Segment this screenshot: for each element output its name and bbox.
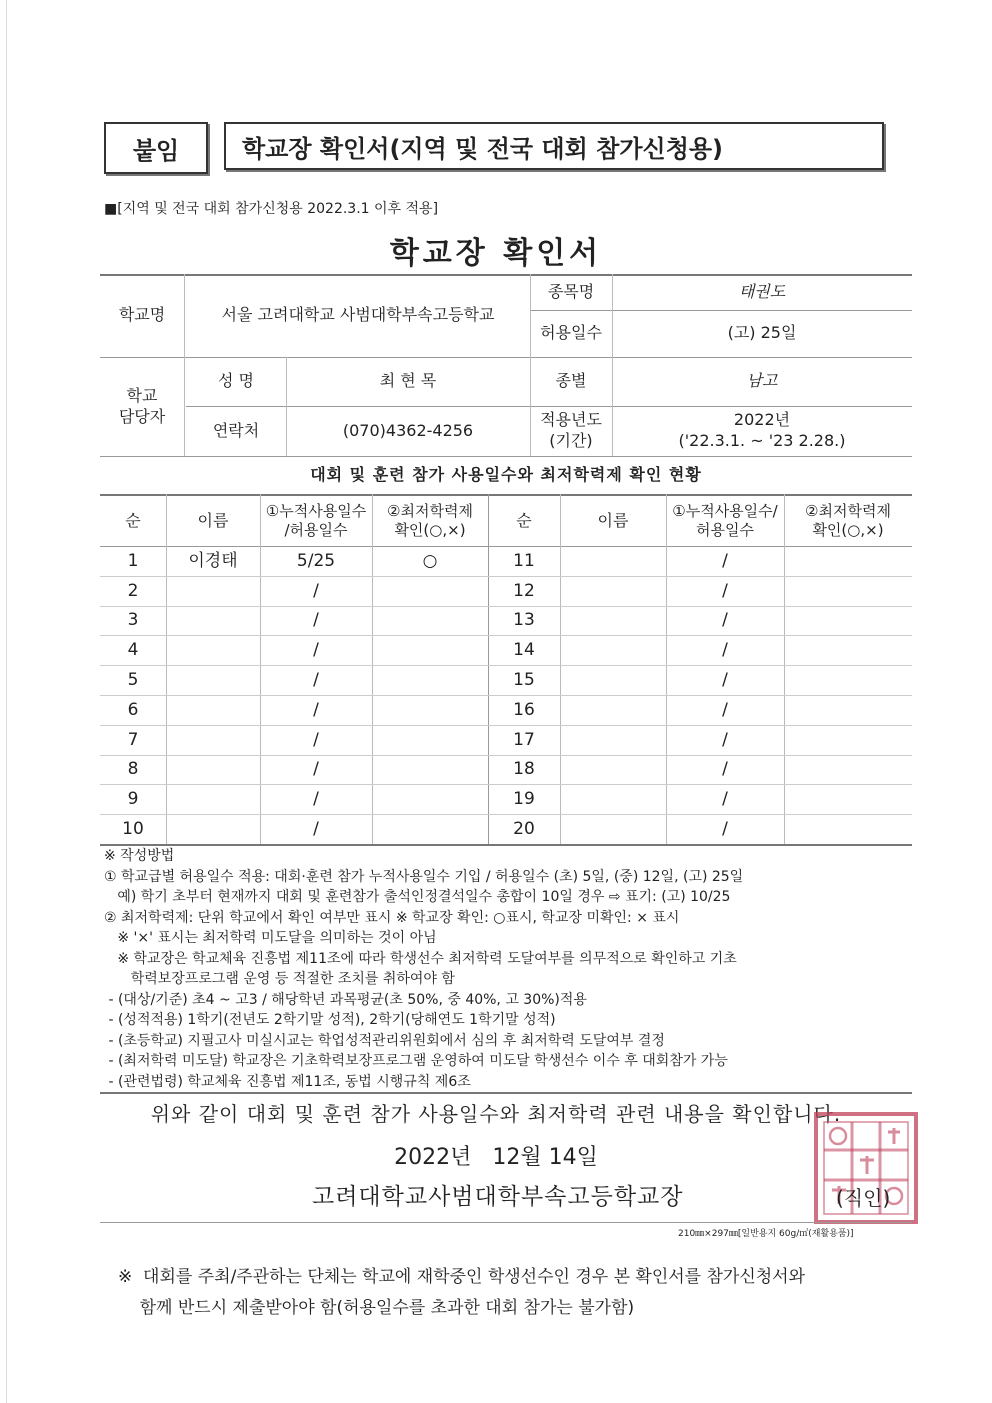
- name-value: 최 현 목: [379, 371, 437, 391]
- table-cell-no: 11: [513, 550, 535, 571]
- attachment-tag: [104, 122, 208, 174]
- table-cell-check: [784, 755, 912, 785]
- table-cell-check: ○: [422, 550, 438, 571]
- table-cell-name: [560, 665, 666, 695]
- info-rule: [100, 456, 912, 457]
- instruction-line: 예) 학기 초부터 현재까지 대회 및 훈련참가 출석인정결석일수 총합이 10일 경우 ⇨ 표기: (고) 10/25: [104, 889, 731, 905]
- table-cell-name: [560, 814, 666, 844]
- submission-notice: [118, 1262, 805, 1324]
- year-label: 적용년도 (기간): [540, 410, 602, 450]
- table-cell-no: 17: [513, 729, 535, 750]
- instruction-line: - (대상/기준) 초4 ~ 고3 / 해당학년 과목평균(초 50%, 중 40%, 고 30%)적용: [104, 991, 587, 1008]
- table-cell-days: /: [722, 729, 728, 750]
- table-cell-check: [372, 814, 488, 844]
- table-cell-no: 15: [513, 670, 535, 691]
- event-label: 종목명: [547, 281, 595, 301]
- table-cell-no: 4: [127, 640, 139, 661]
- table-cell-check: [784, 665, 912, 695]
- table-cell-name: [560, 606, 666, 636]
- name-label: 성 명: [218, 371, 254, 391]
- table-cell-no: 7: [127, 729, 139, 750]
- table-cell-check: [372, 665, 488, 695]
- header-name-right: 이름: [597, 510, 629, 530]
- manager-label: 학교 담당자: [118, 385, 166, 426]
- instruction-line: ※ '×' 표시는 최저학력 미도달을 의미하는 것이 아님: [104, 930, 437, 946]
- table-cell-name: 이경태: [188, 550, 238, 571]
- header-name: 이름: [197, 510, 229, 530]
- table-cell-name: [166, 635, 260, 665]
- table-cell-days: /: [313, 580, 319, 601]
- school-label: 학교명: [118, 305, 166, 325]
- table-cell-days: /: [313, 789, 319, 810]
- table-cell-name: [166, 784, 260, 814]
- contact-label: 연락처: [212, 420, 260, 440]
- table-cell-name: [560, 784, 666, 814]
- school-value: 서울 고려대학교 사범대학부속고등학교: [221, 305, 495, 325]
- header-title: 학교장 확인서(지역 및 전국 대회 참가신청용): [242, 134, 724, 163]
- page-edge: [6, 0, 7, 1403]
- table-cell-check: [372, 576, 488, 606]
- notice-line: ※ 대회를 주최/주관하는 단체는 학교에 재학중인 학생선수인 경우 본 확인서를 참가신청서와: [118, 1267, 806, 1287]
- table-cell-no: 8: [127, 759, 139, 780]
- table-cell-days: /: [313, 819, 319, 840]
- header-title-box: [224, 122, 884, 170]
- table-cell-check: [784, 546, 912, 576]
- table-cell-days: /: [313, 729, 319, 750]
- table-cell-days: /: [313, 610, 319, 631]
- header-no-right: 순: [516, 510, 532, 530]
- instruction-line: 학력보장프로그램 운영 등 적절한 조치를 취하여야 함: [104, 971, 455, 987]
- year-value: 2022년 ('22.3.1. ~ '23 2.28.): [678, 410, 846, 450]
- signature-top-rule: [100, 1092, 912, 1094]
- table-cell-name: [560, 695, 666, 725]
- table-cell-check: [372, 725, 488, 755]
- table-cell-name: [560, 546, 666, 576]
- table-cell-days: /: [313, 640, 319, 661]
- seal-label: (직인): [836, 1186, 891, 1210]
- table-cell-name: [560, 755, 666, 785]
- table-cell-check: [372, 755, 488, 785]
- table-cell-name: [166, 665, 260, 695]
- table-cell-check: [372, 784, 488, 814]
- table-cell-name: [166, 695, 260, 725]
- table-cell-check: [372, 606, 488, 636]
- contact-value: (070)4362-4256: [342, 420, 474, 440]
- table-cell-check: [784, 695, 912, 725]
- header-days: ①누적사용일수 /허용일수: [265, 501, 367, 539]
- instruction-line: - (초등학교) 지필고사 미실시교는 학업성적관리위원회에서 심의 후 최저학력 도달여부 결정: [104, 1032, 665, 1049]
- table-cell-check: [784, 576, 912, 606]
- table-cell-check: [784, 814, 912, 844]
- table-cell-no: 10: [122, 819, 144, 840]
- table-cell-check: [784, 635, 912, 665]
- instruction-line: - (최저학력 미도달) 학교장은 기초학력보장프로그램 운영하여 미도달 학생선수 이수 후 대회참가 가능: [104, 1053, 728, 1069]
- gender-value: 남고: [746, 371, 778, 391]
- header-check-right: ②최저학력제 확인(○,×): [805, 501, 891, 539]
- instruction-line: ※ 학교장은 학교체육 진흥법 제11조에 따라 학생선수 최저학력 도달여부를 의무적으로 확인하고 기초: [104, 950, 737, 967]
- attachment-tag-label: 붙임: [132, 136, 180, 165]
- instructions: [104, 846, 914, 1092]
- header-check: ②최저학력제 확인(○,×): [387, 501, 473, 539]
- applicability-note: ■[지역 및 전국 대회 참가신청용 2022.3.1 이후 적용]: [104, 201, 439, 217]
- table-cell-no: 9: [127, 789, 139, 810]
- table-cell-no: 12: [513, 580, 535, 601]
- table-cell-name: [560, 635, 666, 665]
- info-divider: [184, 274, 185, 456]
- table-cell-days: /: [722, 640, 728, 661]
- table-cell-no: 18: [513, 759, 535, 780]
- table-cell-no: 5: [127, 670, 139, 691]
- table-cell-days: /: [722, 580, 728, 601]
- table-cell-check: [784, 725, 912, 755]
- table-cell-check: [372, 635, 488, 665]
- days-label: 허용일수: [540, 323, 602, 343]
- instruction-line: ② 최저학력제: 단위 학교에서 확인 여부만 표시 ※ 학교장 확인: ○표시, 학교장 미확인: × 표시: [104, 909, 680, 926]
- issue-date: 2022년 12월 14일: [394, 1145, 598, 1170]
- table-cell-days: /: [313, 670, 319, 691]
- table-cell-days: /: [313, 699, 319, 720]
- gender-label: 종별: [555, 371, 587, 391]
- notice-line: 함께 반드시 제출받아야 함(허용일수를 초과한 대회 참가는 불가함): [118, 1298, 635, 1318]
- table-cell-days: 5/25: [296, 550, 336, 571]
- instruction-line: ※ 작성방법: [104, 848, 175, 864]
- instruction-line: - (관련법령) 학교체육 진흥법 제11조, 동법 시행규칙 제6조: [104, 1073, 471, 1090]
- table-cell-name: [166, 576, 260, 606]
- table-cell-no: 19: [513, 789, 535, 810]
- table-cell-check: [784, 606, 912, 636]
- header-no: 순: [125, 510, 141, 530]
- header-days-right: ①누적사용일수/ 허용일수: [672, 501, 778, 539]
- table-cell-name: [166, 725, 260, 755]
- table-cell-days: /: [722, 819, 728, 840]
- table-cell-no: 20: [513, 819, 535, 840]
- table-cell-days: /: [722, 789, 728, 810]
- table-cell-days: /: [722, 670, 728, 691]
- paper-spec-note: 210㎜×297㎜[일반용지 60g/㎡(재활용품)]: [678, 1229, 854, 1239]
- confirmation-statement: 위와 같이 대회 및 훈련 참가 사용일수와 최저학력 관련 내용을 확인합니다.: [150, 1102, 842, 1126]
- table-cell-days: /: [722, 759, 728, 780]
- table-cell-name: [560, 725, 666, 755]
- instruction-line: - (성적적용) 1학기(전년도 2학기말 성적), 2학기(당해연도 1학기말 성적): [104, 1012, 556, 1028]
- table-cell-days: /: [722, 699, 728, 720]
- principal-title: 고려대학교사범대학부속고등학교장: [312, 1184, 684, 1210]
- table-cell-days: /: [722, 550, 728, 571]
- event-value: 태권도: [738, 281, 786, 301]
- table-cell-check: [784, 784, 912, 814]
- document-title: 학교장 확인서: [389, 236, 603, 271]
- table-cell-days: /: [313, 759, 319, 780]
- paper-rule: [100, 1222, 912, 1223]
- table-cell-name: [560, 576, 666, 606]
- days-value: (고) 25일: [727, 323, 797, 343]
- table-cell-no: 6: [127, 699, 139, 720]
- table-cell-no: 2: [127, 580, 139, 601]
- section-title: 대회 및 훈련 참가 사용일수와 최저학력제 확인 현황: [310, 465, 702, 484]
- instruction-line: ① 학교급별 허용일수 적용: 대회·훈련 참가 누적사용일수 기입 / 허용일수 (초) 5일, (중) 12일, (고) 25일: [104, 868, 744, 885]
- table-cell-days: /: [722, 610, 728, 631]
- table-cell-no: 3: [127, 610, 139, 631]
- table-cell-no: 1: [127, 550, 139, 571]
- table-cell-no: 14: [513, 640, 535, 661]
- table-cell-name: [166, 755, 260, 785]
- table-cell-name: [166, 814, 260, 844]
- table-cell-no: 16: [513, 699, 535, 720]
- table-cell-check: [372, 695, 488, 725]
- table-cell-name: [166, 606, 260, 636]
- table-cell-no: 13: [513, 610, 535, 631]
